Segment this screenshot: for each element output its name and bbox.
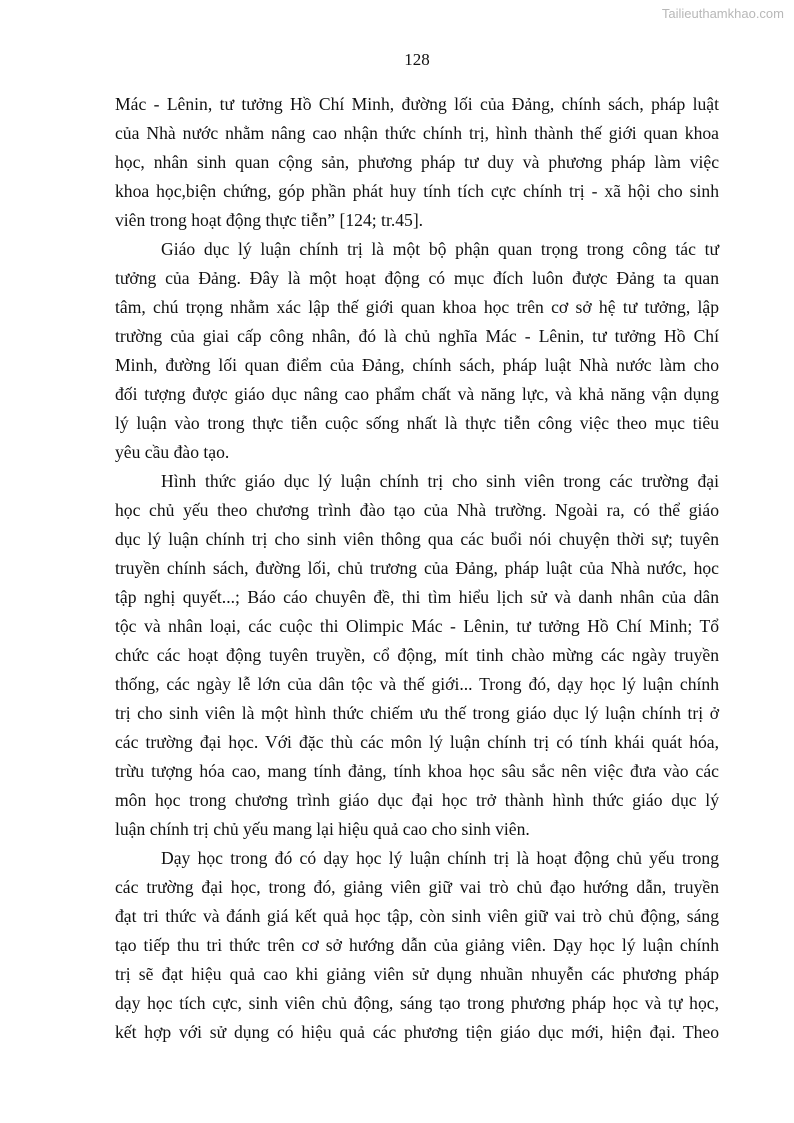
text-line: Mác - Lênin, tư tưởng Hồ Chí Minh, đường lối của Đảng, chính sách, pháp luật [115,94,719,114]
text-line: luận chính trị chủ yếu mang lại hiệu quả cao cho sinh viên. [115,819,530,839]
text-line: chức các hoạt động tuyên truyền, cổ động, mít tinh chào mừng các ngày truyền [115,645,719,665]
text-line: dục lý luận chính trị cho sinh viên thông qua các buổi nói chuyện thời sự; tuyên [115,529,719,549]
text-line: trường của giai cấp công nhân, đó là chủ nghĩa Mác - Lênin, tư tưởng Hồ Chí [115,326,719,346]
text-line: đối tượng được giáo dục nâng cao phẩm chất và năng lực, và khả năng vận dụng [115,384,719,404]
body-text [115,90,719,1047]
text-line: kết hợp với sử dụng có hiệu quả các phương tiện giáo dục mới, hiện đại. Theo [115,1022,719,1042]
text-line: tập nghị quyết...; Báo cáo chuyên đề, thi tìm hiểu lịch sử và danh nhân của dân [115,587,719,607]
text-line: các trường đại học. Với đặc thù các môn lý luận chính trị có tính khái quát hóa, [115,732,719,752]
text-line: trị sẽ đạt hiệu quả cao khi giảng viên sử dụng nhuần nhuyễn các phương pháp [115,964,719,984]
text-line: thống, các ngày lễ lớn của dân tộc và thế giới... Trong đó, dạy học lý luận chính [115,674,719,694]
text-line: các trường đại học, trong đó, giảng viên giữ vai trò chủ đạo hướng dẫn, truyền [115,877,719,897]
text-line: của Nhà nước nhằm nâng cao nhận thức chính trị, hình thành thế giới quan khoa [115,123,719,143]
text-line: dạy học tích cực, sinh viên chủ động, sáng tạo trong phương pháp học và tự học, [115,993,719,1013]
paragraph [115,90,719,235]
text-line: viên trong hoạt động thực tiễn” [124; tr.45]. [115,210,424,230]
text-line: lý luận vào trong thực tiễn cuộc sống nhất là thực tiễn công việc theo mục tiêu [115,413,719,433]
text-line: tạo tiếp thu tri thức trên cơ sở hướng dẫn của giảng viên. Dạy học lý luận chính [115,935,719,955]
text-line: Dạy học trong đó có dạy học lý luận chính trị là hoạt động chủ yếu trong [161,848,719,868]
page-number: 128 [404,50,430,69]
text-line: tộc và nhân loại, các cuộc thi Olimpic Mác - Lênin, tư tưởng Hồ Chí Minh; Tổ [115,616,719,636]
text-line: trị cho sinh viên là một hình thức chiếm ưu thế trong giáo dục lý luận chính trị ở [115,703,719,723]
text-line: trừu tượng hóa cao, mang tính đảng, tính khoa học sâu sắc nên việc đưa vào các [115,761,719,781]
text-line: học, nhân sinh quan cộng sản, phương pháp tư duy và phương pháp làm việc [115,152,719,172]
paragraph [115,844,719,1047]
text-line: đạt tri thức và đánh giá kết quả học tập, còn sinh viên giữ vai trò chủ động, sáng [115,906,719,926]
paragraph [115,235,719,467]
text-line: tưởng của Đảng. Đây là một hoạt động có mục đích luôn được Đảng ta quan [115,268,719,288]
text-line: khoa học,biện chứng, góp phần phát huy tính tích cực chính trị - xã hội cho sinh [115,181,719,201]
watermark: Tailieuthamkhao.com [661,6,784,21]
text-line: môn học trong chương trình giáo dục đại học trở thành hình thức giáo dục lý [115,790,719,810]
paragraph [115,467,719,844]
text-line: yêu cầu đào tạo. [115,442,230,462]
text-line: Minh, đường lối quan điểm của Đảng, chính sách, pháp luật Nhà nước làm cho [115,355,719,375]
text-line: tâm, chú trọng nhằm xác lập thế giới quan khoa học trên cơ sở hệ tư tưởng, lập [115,297,719,317]
text-line: học chủ yếu theo chương trình đào tạo của Nhà trường. Ngoài ra, có thể giáo [115,500,719,520]
text-line: Hình thức giáo dục lý luận chính trị cho sinh viên trong các trường đại [161,471,719,491]
text-line: Giáo dục lý luận chính trị là một bộ phận quan trọng trong công tác tư [161,239,719,259]
text-line: truyền chính sách, đường lối, chủ trương của Đảng, pháp luật của Nhà nước, học [115,558,719,578]
